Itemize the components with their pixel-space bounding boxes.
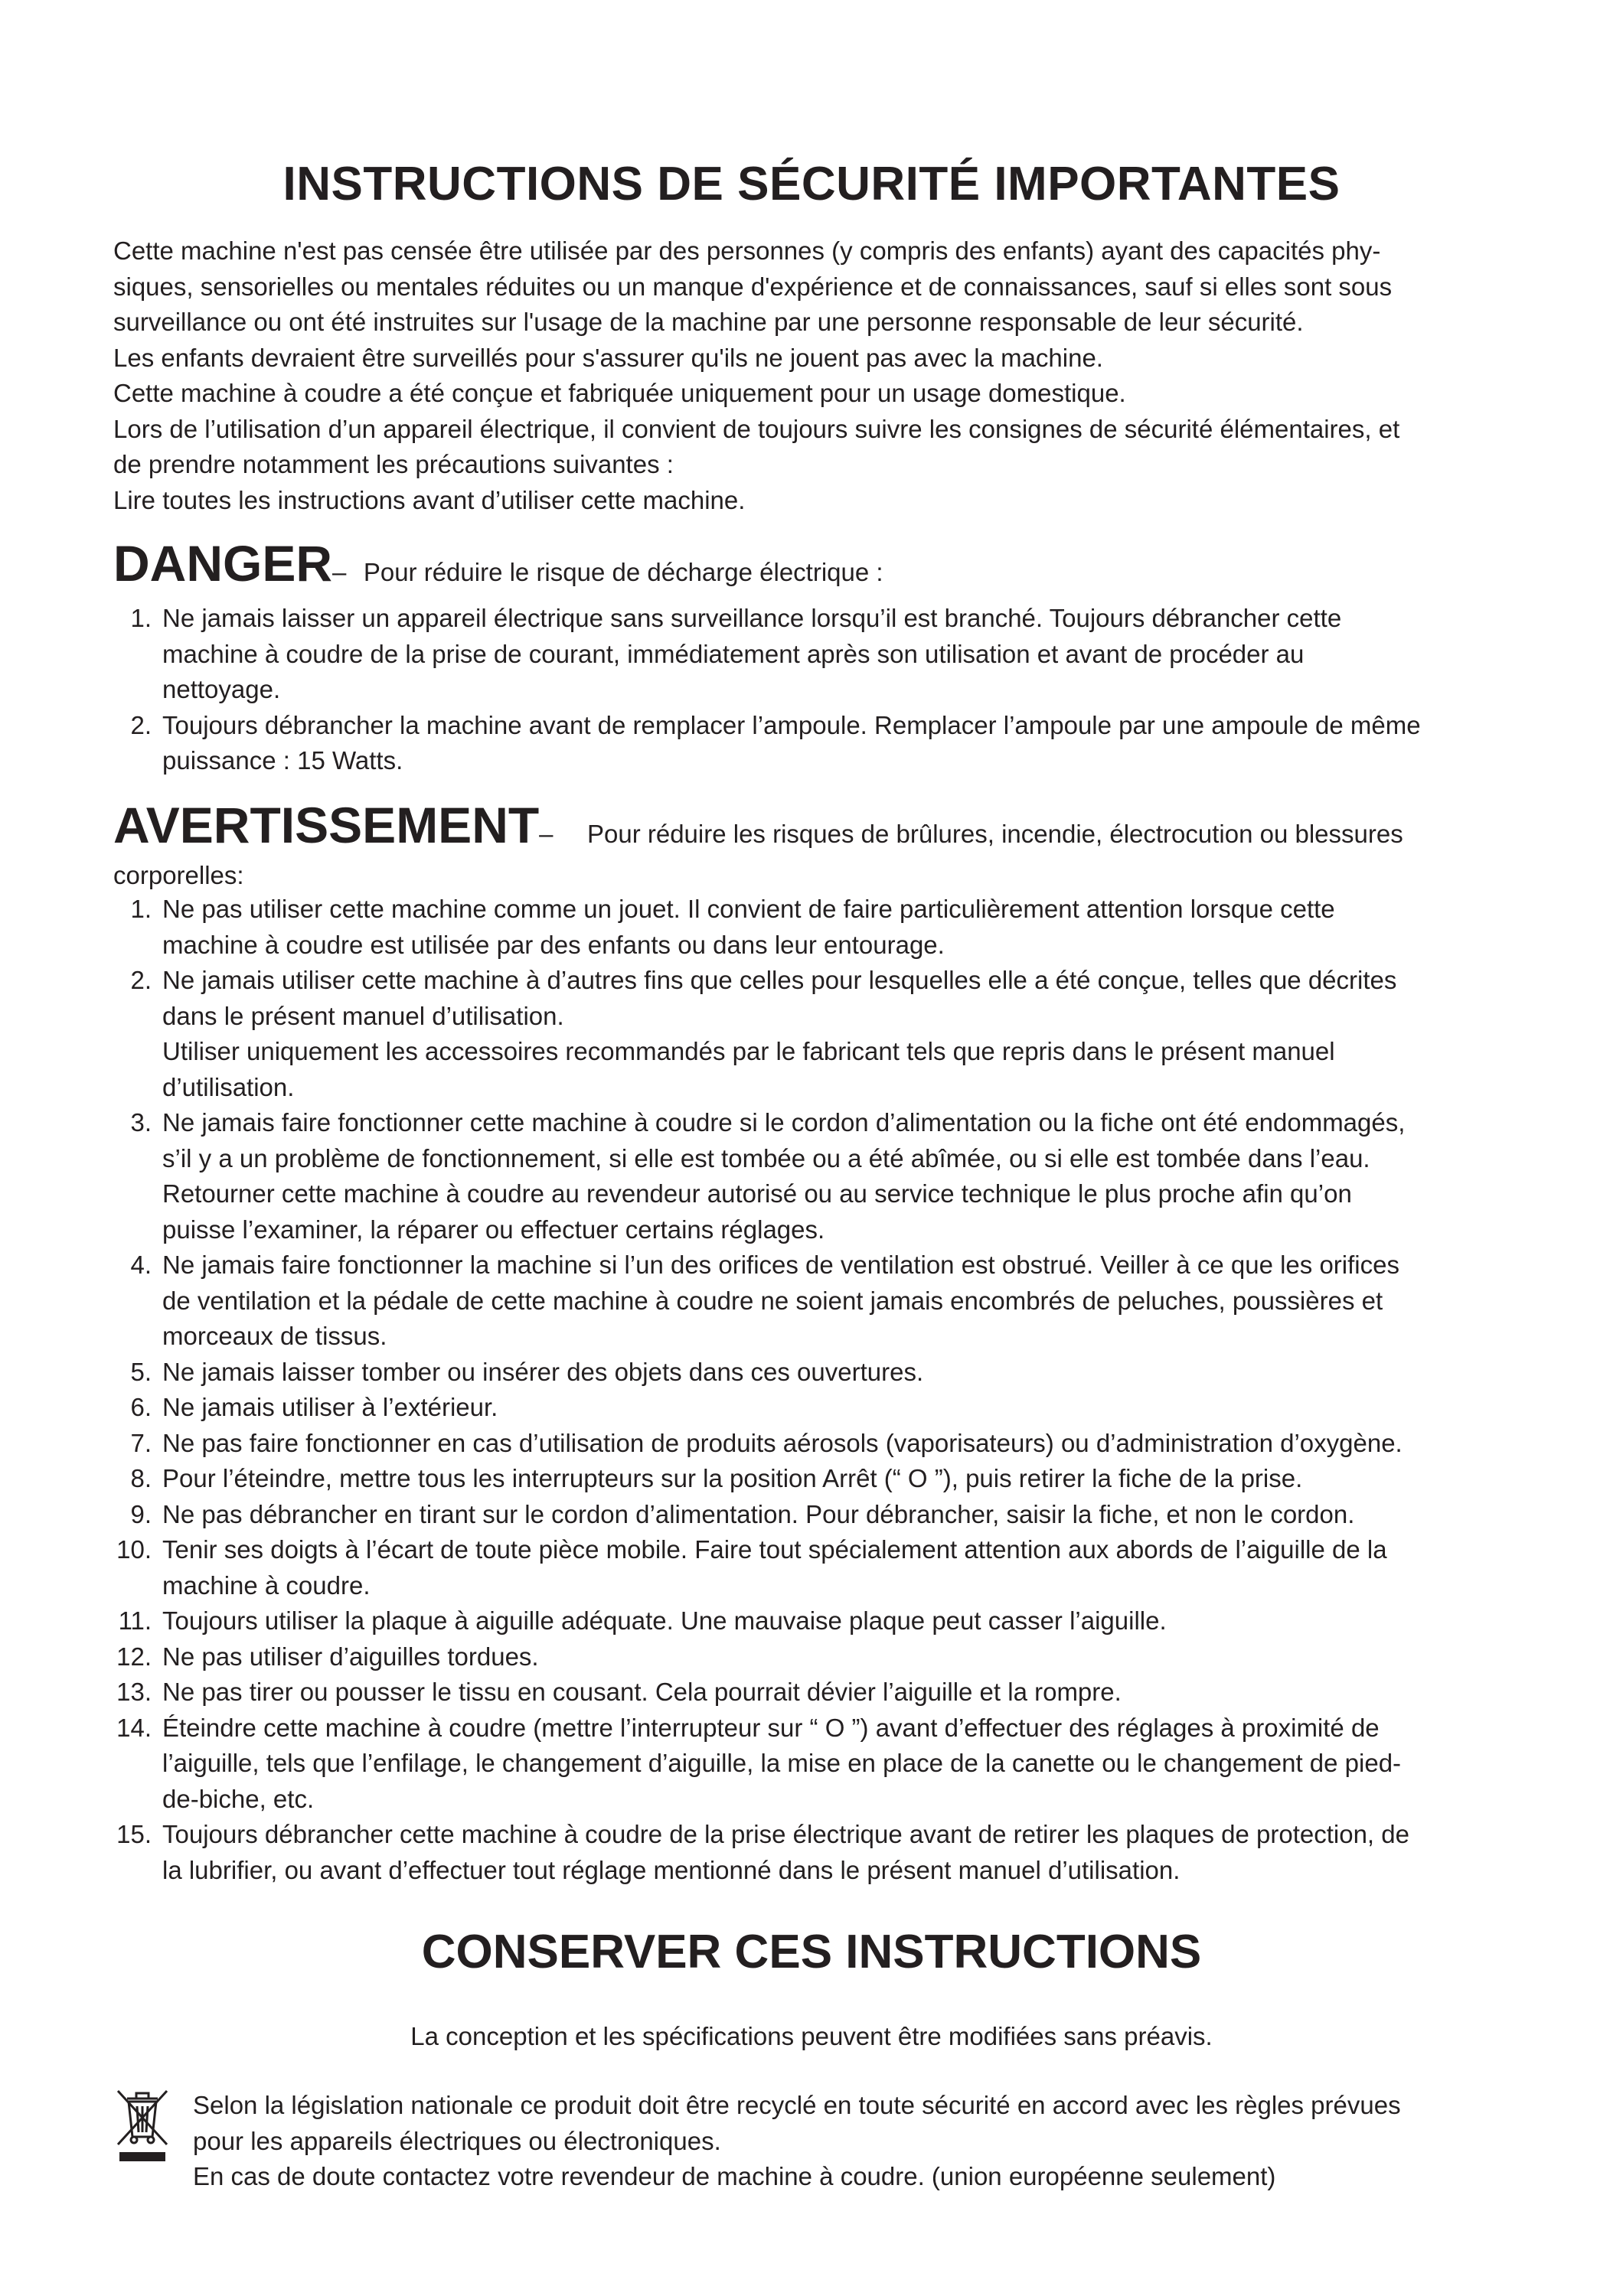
warning-heading-row: [113, 796, 1568, 854]
item-number: 10.: [116, 1535, 152, 1564]
item-line: Ne jamais faire fonctionner la machine si l’un des orifices de ventilation est obstrué. Veiller à ce que les orifices: [162, 1251, 1399, 1279]
item-line: Tenir ses doigts à l’écart de toute pièce mobile. Faire tout spécialement attention aux abords de l’aiguille de la: [162, 1535, 1387, 1564]
crossed-out-wheelie-bin-icon: [113, 2088, 171, 2164]
item-line: puissance : 15 Watts.: [162, 746, 403, 775]
intro-paragraph: [113, 233, 1568, 518]
item-line: Ne pas débrancher en tirant sur le cordon d’alimentation. Pour débrancher, saisir la fiche, et non le cordon.: [162, 1499, 1355, 1528]
item-number: 14.: [116, 1713, 152, 1742]
item-line: Ne pas faire fonctionner en cas d’utilisation de produits aérosols (vaporisateurs) ou d’administration d’oxygène.: [162, 1428, 1403, 1457]
warning-dash: –: [539, 820, 554, 848]
intro-line: Les enfants devraient être surveillés pour s'assurer qu'ils ne jouent pas avec la machine.: [113, 343, 1103, 372]
warning-list: [113, 892, 1568, 1888]
item-line: Utiliser uniquement les accessoires recommandés par le fabricant tels que repris dans le présent manuel: [162, 1037, 1335, 1065]
recycling-text: [193, 2088, 1571, 2195]
item-line: Ne pas utiliser d’aiguilles tordues.: [162, 1642, 539, 1671]
item-number: 4.: [130, 1251, 152, 1279]
item-line: s’il y a un problème de fonctionnement, si elle est tombée ou a été abîmée, ou si elle est tombée dans l’eau.: [162, 1143, 1370, 1172]
item-number: 8.: [130, 1464, 152, 1492]
list-item: [113, 1532, 1568, 1603]
list-item: [113, 1639, 1568, 1675]
list-item: [113, 1390, 1568, 1426]
item-line: puisse l’examiner, la réparer ou effectuer certains réglages.: [162, 1215, 825, 1244]
list-item: [113, 1105, 1568, 1247]
item-number: 15.: [116, 1820, 152, 1848]
item-number: 6.: [130, 1393, 152, 1421]
item-line: Toujours débrancher cette machine à coudre de la prise électrique avant de retirer les plaques de protection, de: [162, 1820, 1409, 1848]
list-item: [113, 1675, 1568, 1711]
item-line: Ne jamais laisser un appareil électrique sans surveillance lorsqu’il est branché. Toujours débrancher cette: [162, 604, 1342, 632]
item-line: Toujours utiliser la plaque à aiguille adéquate. Une mauvaise plaque peut casser l’aiguille.: [162, 1606, 1167, 1635]
intro-line: Cette machine n'est pas censée être utilisée par des personnes (y compris des enfants) ayant des capacités phy-: [113, 236, 1381, 265]
item-line: de-biche, etc.: [162, 1784, 315, 1813]
item-line: machine à coudre est utilisée par des enfants ou dans leur entourage.: [162, 930, 945, 959]
list-item: [113, 892, 1568, 963]
item-line: Toujours débrancher la machine avant de remplacer l’ampoule. Remplacer l’ampoule par une ampoule de même: [162, 710, 1421, 739]
item-line: Éteindre cette machine à coudre (mettre l’interrupteur sur “ O ”) avant d’effectuer des réglages à proximité de: [162, 1713, 1380, 1742]
danger-list: [113, 601, 1568, 779]
item-line: morceaux de tissus.: [162, 1322, 387, 1350]
list-item: [113, 1247, 1568, 1355]
recycling-line: Selon la législation nationale ce produit doit être recyclé en toute sécurité en accord avec les règles prévues: [193, 2091, 1401, 2119]
item-line: machine à coudre.: [162, 1570, 371, 1600]
list-item: [113, 1461, 1568, 1497]
item-number: 12.: [116, 1642, 152, 1671]
item-line: de ventilation et la pédale de cette machine à coudre ne soient jamais encombrés de peluches, poussières et: [162, 1286, 1383, 1315]
danger-heading-row: [113, 534, 1568, 592]
item-number: 13.: [116, 1678, 152, 1706]
intro-line: Lire toutes les instructions avant d’utiliser cette machine.: [113, 485, 746, 514]
keep-instructions-heading: CONSERVER CES INSTRUCTIONS: [421, 1926, 1202, 1978]
recycling-line: pour les appareils électriques ou électroniques.: [193, 2126, 721, 2155]
warning-intro: Pour réduire les risques de brûlures, incendie, électrocution ou blessures: [586, 820, 1403, 848]
recycling-line: En cas de doute contactez votre revendeur de machine à coudre. (union européenne seulement): [193, 2162, 1276, 2190]
item-number: 2.: [130, 966, 152, 994]
item-line: machine à coudre de la prise de courant, immédiatement après son utilisation et avant de procéder au: [162, 639, 1305, 668]
item-line: dans le présent manuel d’utilisation.: [162, 1001, 564, 1030]
intro-line: Cette machine à coudre a été conçue et fabriquée uniquement pour un usage domestique.: [113, 379, 1126, 407]
list-item: [113, 601, 1568, 708]
list-item: [113, 1603, 1568, 1639]
design-note: La conception et les spécifications peuvent être modifiées sans préavis.: [410, 2022, 1213, 2050]
item-line: l’aiguille, tels que l’enfilage, le changement d’aiguille, la mise en place de la canette ou le changement de pied-: [162, 1749, 1402, 1777]
list-item: [113, 708, 1568, 779]
item-number: 3.: [130, 1108, 152, 1137]
list-item: [113, 1497, 1568, 1533]
intro-line: Lors de l’utilisation d’un appareil électrique, il convient de toujours suivre les consignes de sécurité élémentaires, et: [113, 414, 1400, 443]
intro-line: de prendre notamment les précautions suivantes :: [113, 450, 674, 478]
item-line: Ne jamais faire fonctionner cette machine à coudre si le cordon d’alimentation ou la fiche ont été endommagés,: [162, 1108, 1406, 1137]
list-item: [113, 1426, 1568, 1462]
danger-heading: DANGER: [113, 535, 333, 592]
page-title: INSTRUCTIONS DE SÉCURITÉ IMPORTANTES: [282, 158, 1341, 210]
item-line: Ne jamais utiliser à l’extérieur.: [162, 1393, 498, 1421]
item-number: 1.: [130, 604, 152, 632]
item-number: 11.: [118, 1606, 152, 1635]
item-line: la lubrifier, ou avant d’effectuer tout réglage mentionné dans le présent manuel d’utilisation.: [162, 1855, 1181, 1884]
item-number: 1.: [130, 895, 152, 923]
list-item: [113, 1711, 1568, 1818]
item-line: d’utilisation.: [162, 1072, 295, 1101]
item-number: 5.: [130, 1357, 152, 1386]
item-line: nettoyage.: [162, 675, 281, 703]
intro-line: surveillance ou ont été instruites sur l'usage de la machine par une personne responsable de leur sécurité.: [113, 308, 1304, 336]
item-line: Ne pas utiliser cette machine comme un jouet. Il convient de faire particulièrement attention lorsque cette: [162, 895, 1335, 923]
item-line: Ne jamais laisser tomber ou insérer des objets dans ces ouvertures.: [162, 1357, 924, 1386]
item-line: Ne pas tirer ou pousser le tissu en cousant. Cela pourrait dévier l’aiguille et la rompre.: [162, 1678, 1122, 1706]
intro-line: siques, sensorielles ou mentales réduites ou un manque d'expérience et de connaissances, sauf si elles sont sous: [113, 272, 1393, 301]
item-line: Pour l’éteindre, mettre tous les interrupteurs sur la position Arrêt (“ O ”), puis retirer la fiche de la prise.: [162, 1464, 1303, 1492]
item-line: Ne jamais utiliser cette machine à d’autres fins que celles pour lesquelles elle a été conçue, telles que décrites: [162, 966, 1397, 994]
list-item: [113, 1817, 1568, 1888]
danger-intro: Pour réduire le risque de décharge électrique :: [363, 558, 883, 586]
item-number: 2.: [130, 710, 152, 739]
item-number: 9.: [130, 1499, 152, 1528]
warning-intro-continued: corporelles:: [113, 861, 244, 889]
list-item: [113, 1355, 1568, 1391]
item-number: 7.: [130, 1428, 152, 1457]
danger-dash: –: [332, 558, 347, 586]
item-line: Retourner cette machine à coudre au revendeur autorisé ou au service technique le plus proche afin qu’on: [162, 1179, 1352, 1208]
warning-heading: AVERTISSEMENT: [113, 797, 540, 853]
list-item: [113, 963, 1568, 1105]
